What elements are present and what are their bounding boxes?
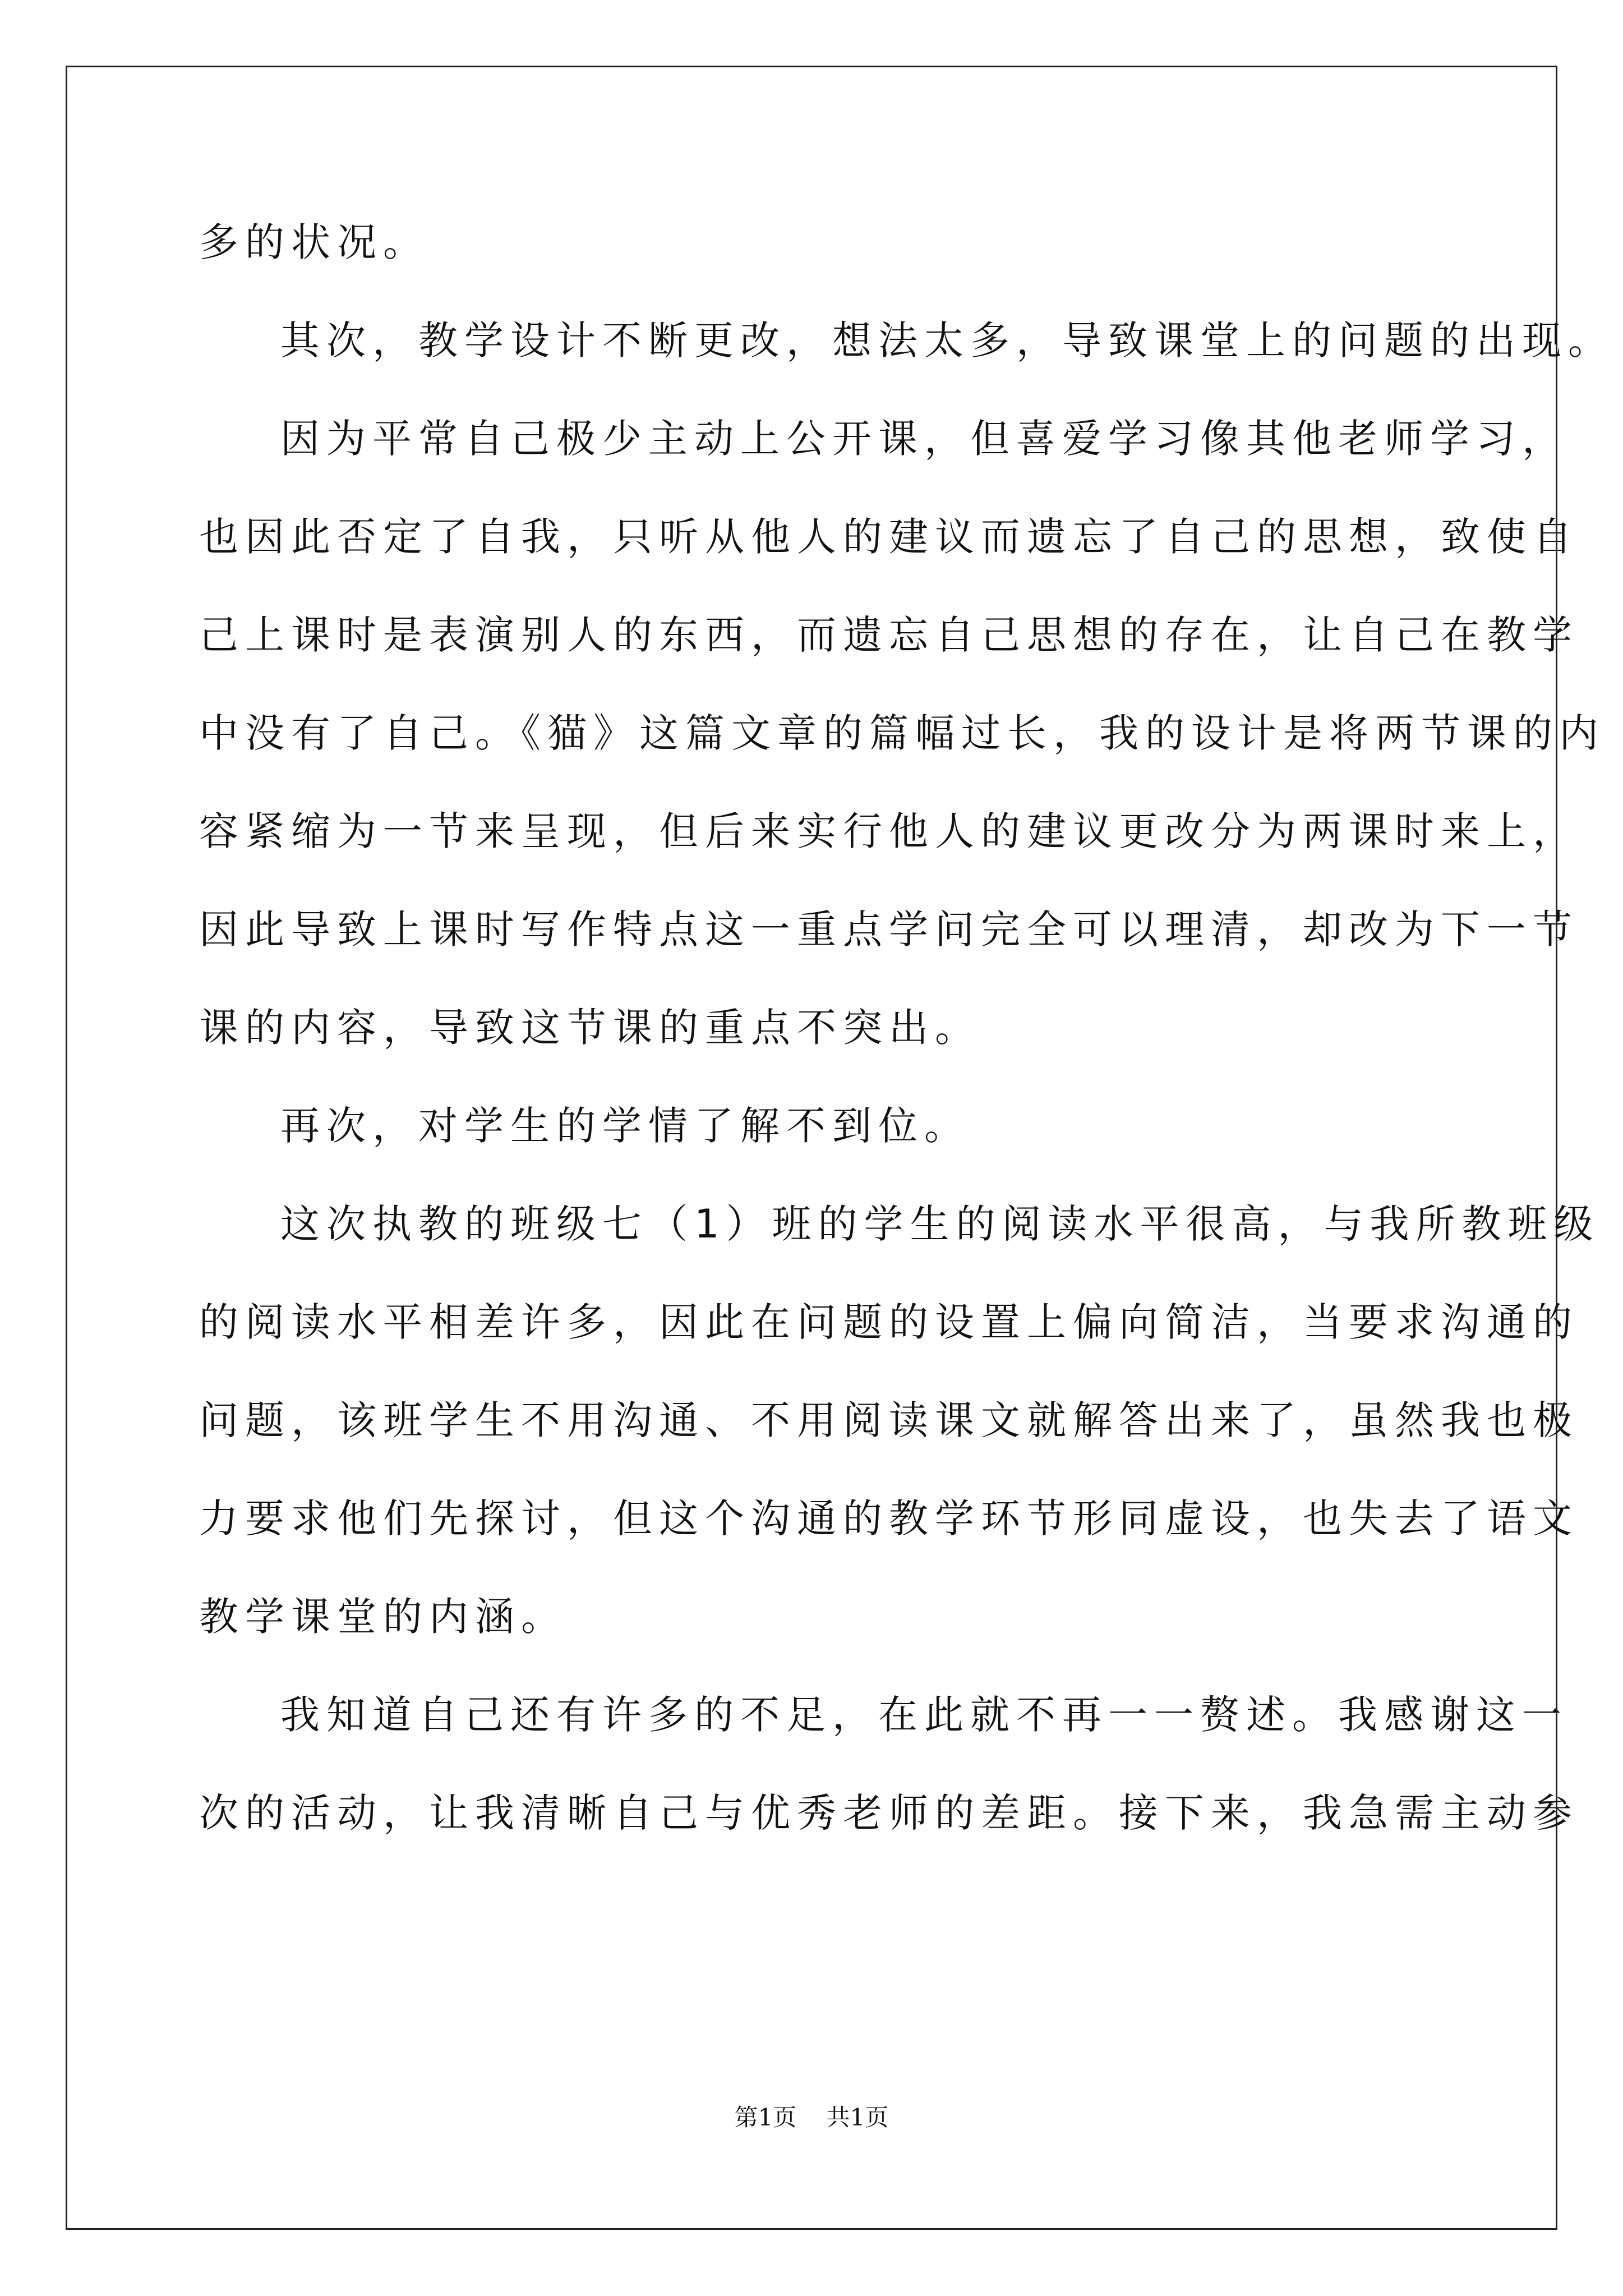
text-line: 的阅读水平相差许多，因此在问题的设置上偏向简洁，当要求沟通的 [199,1299,1579,1345]
page-footer [0,2101,1623,2134]
text-line: 课的内容，导致这节课的重点不突出。 [199,1005,981,1051]
text-line: 次的活动，让我清晰自己与优秀老师的差距。接下来，我急需主动参 [199,1790,1579,1836]
text-line: 也因此否定了自我，只听从他人的建议而遗忘了自己的思想，致使自 [199,514,1579,560]
text-line: 教学课堂的内涵。 [199,1594,567,1640]
text-line: 容紧缩为一节来呈现，但后来实行他人的建议更改分为两课时来上， [199,808,1579,854]
text-line: 己上课时是表演别人的东西，而遗忘自己思想的存在，让自己在教学 [199,612,1579,658]
text-line: 因此导致上课时写作特点这一重点学问完全可以理清，却改为下一节 [199,907,1579,953]
text-line: 力要求他们先探讨，但这个沟通的教学环节形同虚设，也失去了语文 [199,1496,1579,1542]
text-line: 其次，教学设计不断更改，想法太多，导致课堂上的问题的出现。 [280,318,1614,364]
text-line: 我知道自己还有许多的不足，在此就不再一一赘述。我感谢这一 [280,1692,1568,1738]
text-line: 再次，对学生的学情了解不到位。 [280,1103,970,1149]
text-line: 因为平常自己极少主动上公开课，但喜爱学习像其他老师学习， [280,416,1568,462]
text-line: 这次执教的班级七（1）班的学生的阅读水平很高，与我所教班级 [280,1201,1600,1247]
page-number-current: 第1页 [734,2104,797,2131]
page-number-total: 共1页 [826,2104,889,2131]
text-line: 多的状况。 [199,219,429,265]
text-line: 问题，该班学生不用沟通、不用阅读课文就解答出来了，虽然我也极 [199,1397,1579,1443]
text-line: 中没有了自己。《猫》这篇文章的篇幅过长，我的设计是将两节课的内 [199,710,1605,756]
